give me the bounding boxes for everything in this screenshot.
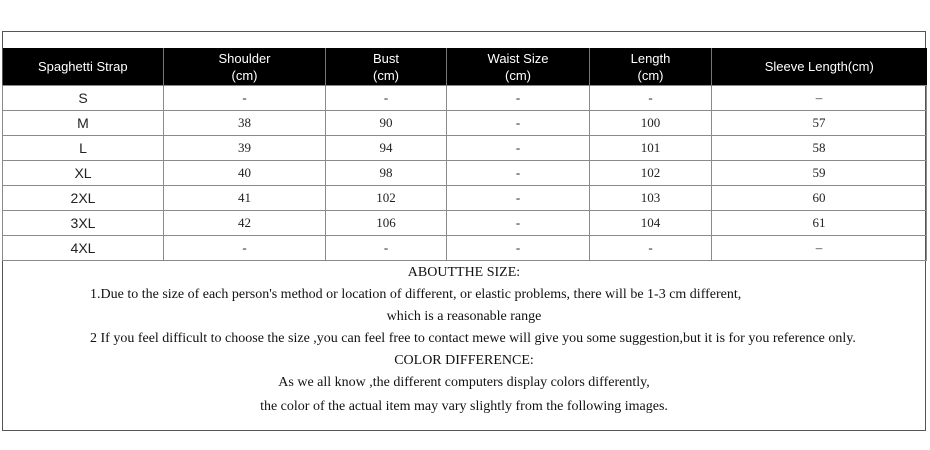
shoulder-cell: - bbox=[164, 236, 326, 261]
table-row bbox=[3, 161, 927, 186]
waist-cell: - bbox=[447, 161, 590, 186]
shoulder-cell: 38 bbox=[164, 111, 326, 136]
bust-cell: - bbox=[326, 236, 447, 261]
size-cell: S bbox=[3, 86, 164, 111]
table-row bbox=[3, 211, 927, 236]
length-cell: 104 bbox=[590, 211, 712, 236]
sleeve-cell: – bbox=[712, 86, 927, 111]
table-header-row bbox=[3, 48, 927, 86]
note-line-1-continued: which is a reasonable range bbox=[386, 309, 542, 324]
sleeve-cell: – bbox=[712, 236, 927, 261]
table-row bbox=[3, 236, 927, 261]
bust-cell: 90 bbox=[326, 111, 447, 136]
about-size-heading: ABOUTTHE SIZE: bbox=[407, 265, 521, 280]
length-cell: - bbox=[590, 86, 712, 111]
shoulder-cell: 41 bbox=[164, 186, 326, 211]
sleeve-cell: 57 bbox=[712, 111, 927, 136]
shoulder-cell: 39 bbox=[164, 136, 326, 161]
size-cell: XL bbox=[3, 161, 164, 186]
length-cell: 103 bbox=[590, 186, 712, 211]
table-row bbox=[3, 86, 927, 111]
sleeve-cell: 58 bbox=[712, 136, 927, 161]
color-note-line-1: As we all know ,the different computers display colors differently, bbox=[278, 375, 650, 390]
header-spaghetti-strap: Spaghetti Strap bbox=[3, 48, 164, 86]
waist-cell: - bbox=[447, 186, 590, 211]
waist-cell: - bbox=[447, 236, 590, 261]
size-cell: 2XL bbox=[3, 186, 164, 211]
header-shoulder: Shoulder (cm) bbox=[164, 48, 326, 86]
bust-cell: 106 bbox=[326, 211, 447, 236]
color-difference-heading: COLOR DIFFERENCE: bbox=[394, 353, 534, 368]
length-cell: 101 bbox=[590, 136, 712, 161]
table-row bbox=[3, 136, 927, 161]
size-cell: 3XL bbox=[3, 211, 164, 236]
waist-cell: - bbox=[447, 111, 590, 136]
shoulder-cell: - bbox=[164, 86, 326, 111]
table-row bbox=[3, 186, 927, 211]
note-line-1: 1.Due to the size of each person's method or location of different, or elastic problems, there will be 1-3 cm different, bbox=[90, 287, 742, 302]
size-cell: M bbox=[3, 111, 164, 136]
note-line-2: 2 If you feel difficult to choose the size ,you can feel free to contact mewe will give you some suggestion,but it is for you reference only. bbox=[90, 331, 856, 346]
size-table bbox=[2, 48, 927, 261]
waist-cell: - bbox=[447, 211, 590, 236]
waist-cell: - bbox=[447, 86, 590, 111]
sleeve-cell: 59 bbox=[712, 161, 927, 186]
shoulder-cell: 42 bbox=[164, 211, 326, 236]
color-note-line-2: the color of the actual item may vary slightly from the following images. bbox=[260, 399, 668, 414]
header-bust: Bust (cm) bbox=[326, 48, 447, 86]
sleeve-cell: 61 bbox=[712, 211, 927, 236]
header-waist-size: Waist Size (cm) bbox=[447, 48, 590, 86]
table-row bbox=[3, 111, 927, 136]
waist-cell: - bbox=[447, 136, 590, 161]
bust-cell: 98 bbox=[326, 161, 447, 186]
sleeve-cell: 60 bbox=[712, 186, 927, 211]
bust-cell: - bbox=[326, 86, 447, 111]
size-notes bbox=[2, 262, 926, 431]
shoulder-cell: 40 bbox=[164, 161, 326, 186]
bust-cell: 102 bbox=[326, 186, 447, 211]
size-cell: L bbox=[3, 136, 164, 161]
size-cell: 4XL bbox=[3, 236, 164, 261]
header-sleeve-length: Sleeve Length(cm) bbox=[712, 48, 927, 86]
bust-cell: 94 bbox=[326, 136, 447, 161]
length-cell: 102 bbox=[590, 161, 712, 186]
length-cell: 100 bbox=[590, 111, 712, 136]
header-length: Length (cm) bbox=[590, 48, 712, 86]
length-cell: - bbox=[590, 236, 712, 261]
